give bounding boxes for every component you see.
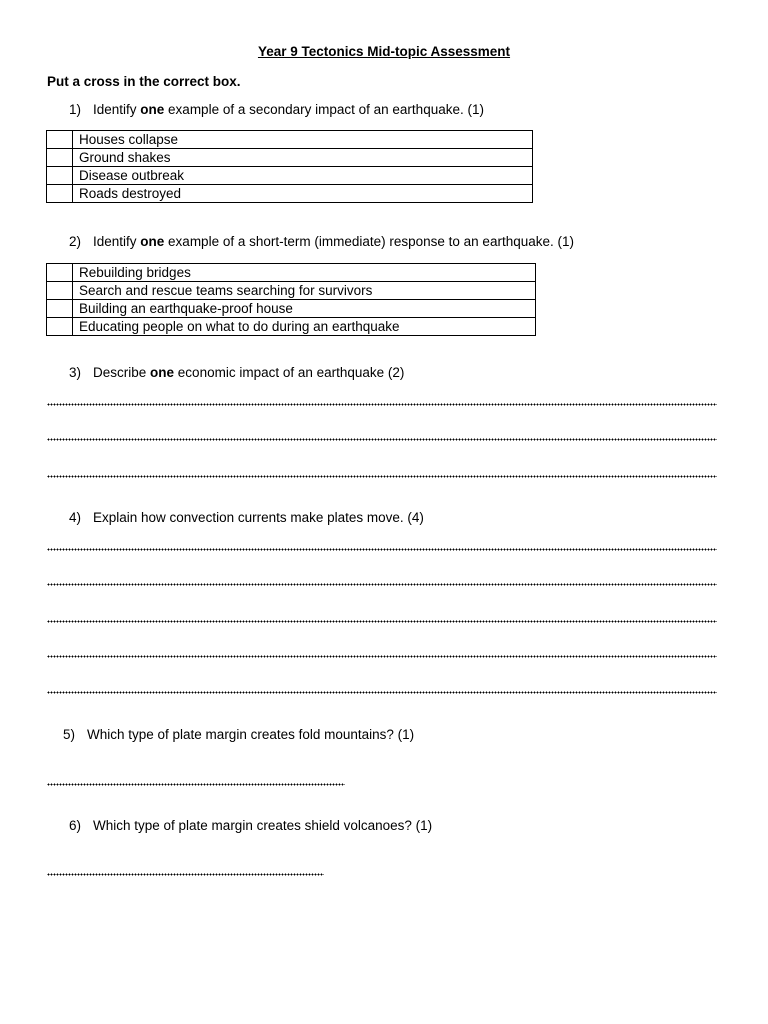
question-6-text: Which type of plate margin creates shield volcanoes? (1): [93, 818, 433, 833]
answer-line[interactable]: [47, 620, 717, 623]
answer-line[interactable]: [47, 783, 345, 786]
question-2-number: 2): [69, 234, 82, 249]
question-2-options-table: [46, 263, 536, 336]
option-label: Houses collapse: [73, 131, 533, 149]
table-row: [47, 149, 533, 167]
table-row: [47, 131, 533, 149]
question-1-options-table: [46, 130, 533, 203]
answer-line[interactable]: [47, 403, 717, 406]
answer-checkbox[interactable]: [47, 300, 73, 318]
answer-checkbox[interactable]: [47, 264, 73, 282]
answer-checkbox[interactable]: [47, 131, 73, 149]
question-2-bold: one: [140, 234, 165, 249]
answer-checkbox[interactable]: [47, 282, 73, 300]
question-5-number: 5): [63, 727, 76, 742]
question-3-prefix: Describe: [93, 365, 151, 380]
instruction-text: Put a cross in the correct box.: [47, 74, 241, 89]
option-label: Ground shakes: [73, 149, 533, 167]
question-3-number: 3): [69, 365, 82, 380]
option-label: Search and rescue teams searching for survivors: [73, 282, 536, 300]
table-row: [47, 300, 536, 318]
question-1: [69, 102, 484, 117]
question-1-prefix: Identify: [93, 102, 141, 117]
question-6: [69, 818, 432, 833]
option-label: Educating people on what to do during an earthquake: [73, 318, 536, 336]
question-3-suffix: economic impact of an earthquake (2): [174, 365, 405, 380]
answer-line[interactable]: [47, 691, 717, 694]
question-3: [69, 365, 404, 380]
question-2: [69, 234, 574, 249]
question-6-number: 6): [69, 818, 82, 833]
page-title: Year 9 Tectonics Mid-topic Assessment: [257, 44, 511, 59]
option-label: Rebuilding bridges: [73, 264, 536, 282]
answer-line[interactable]: [47, 438, 717, 441]
table-row: [47, 282, 536, 300]
question-4-text: Explain how convection currents make plates move. (4): [93, 510, 424, 525]
question-4: [69, 510, 424, 525]
question-5-text: Which type of plate margin creates fold mountains? (1): [87, 727, 415, 742]
answer-checkbox[interactable]: [47, 149, 73, 167]
table-row: [47, 264, 536, 282]
answer-line[interactable]: [47, 655, 717, 658]
answer-checkbox[interactable]: [47, 167, 73, 185]
answer-line[interactable]: [47, 548, 717, 551]
answer-line[interactable]: [47, 583, 717, 586]
question-1-suffix: example of a secondary impact of an earthquake. (1): [164, 102, 484, 117]
question-3-bold: one: [150, 365, 175, 380]
option-label: Building an earthquake-proof house: [73, 300, 536, 318]
answer-line[interactable]: [47, 873, 324, 876]
question-5: [63, 727, 414, 742]
answer-checkbox[interactable]: [47, 185, 73, 203]
option-label: Disease outbreak: [73, 167, 533, 185]
table-row: [47, 185, 533, 203]
question-1-bold: one: [140, 102, 165, 117]
answer-checkbox[interactable]: [47, 318, 73, 336]
question-2-suffix: example of a short-term (immediate) response to an earthquake. (1): [164, 234, 574, 249]
table-row: [47, 167, 533, 185]
table-row: [47, 318, 536, 336]
question-2-prefix: Identify: [93, 234, 141, 249]
answer-line[interactable]: [47, 475, 717, 478]
question-1-number: 1): [69, 102, 82, 117]
option-label: Roads destroyed: [73, 185, 533, 203]
question-4-number: 4): [69, 510, 82, 525]
